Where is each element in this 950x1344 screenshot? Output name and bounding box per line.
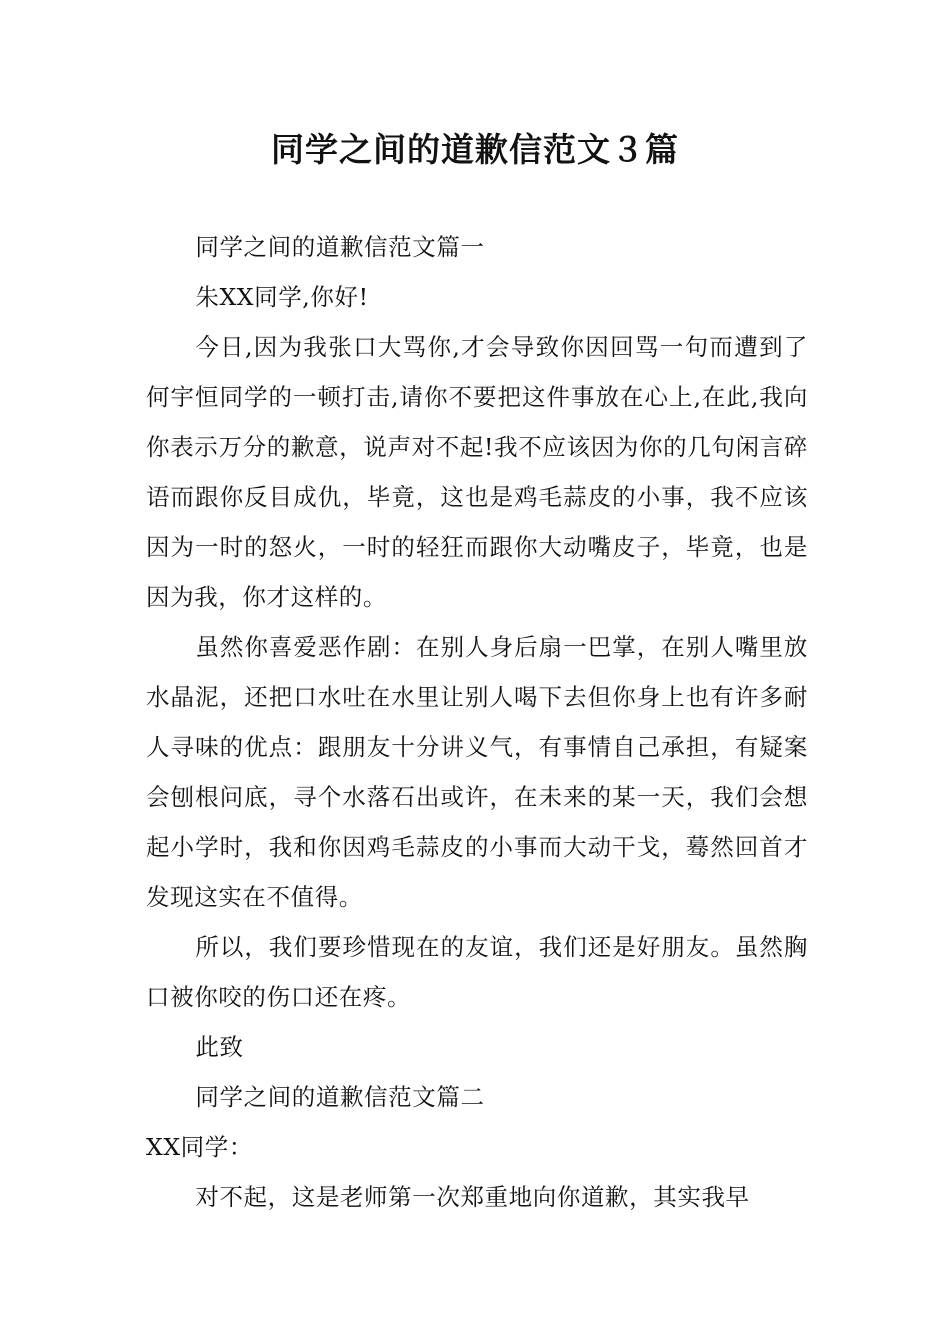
salutation-1: 朱XX同学,你好! <box>195 283 369 311</box>
section-heading-1: 同学之间的道歉信范文篇一 <box>195 233 485 261</box>
paragraph-apology: 今日,因为我张口大骂你,才会导致你因回骂一句而遭到了何宇恒同学的一顿打击,请你不要把这件事放在心上,在此,我向你表示万分的歉意，说声对不起!我不应该因为你的几句闲言碎语而跟你反目成仇，毕竟，这也是鸡毛蒜皮的小事，我不应该因为一时的怒火，一时的轻狂而跟你大动嘴皮子，毕竟，也是因为我，你才这样的。 <box>146 333 808 611</box>
salutation-2: XX同学： <box>146 1133 253 1161</box>
closing-line: 此致 <box>195 1033 244 1061</box>
document-title: 同学之间的道歉信范文３篇 <box>271 130 679 169</box>
document-body <box>146 222 808 1222</box>
paragraph-friendship: 所以，我们要珍惜现在的友谊，我们还是好朋友。虽然胸口被你咬的伤口还在疼。 <box>146 933 808 1011</box>
section-heading-2: 同学之间的道歉信范文篇二 <box>195 1083 485 1111</box>
paragraph-qualities: 虽然你喜爱恶作剧：在别人身后扇一巴掌，在别人嘴里放水晶泥，还把口水吐在水里让别人喝下去但你身上也有许多耐人寻味的优点：跟朋友十分讲义气，有事情自己承担，有疑案会刨根问底，寻个水落石出或许，在未来的某一天，我们会想起小学时，我和你因鸡毛蒜皮的小事而大动干戈，蓦然回首才发现这实在不值得。 <box>146 633 808 911</box>
paragraph-teacher-apology: 对不起，这是老师第一次郑重地向你道歉，其实我早 <box>195 1183 750 1211</box>
